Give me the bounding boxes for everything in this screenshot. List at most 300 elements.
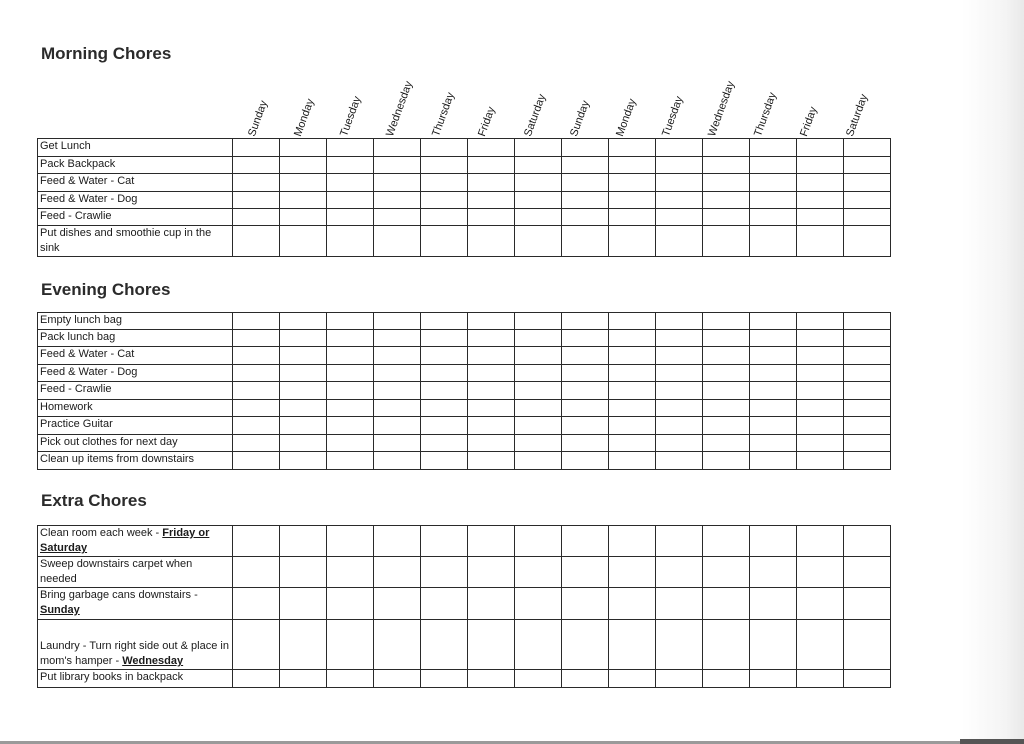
checkbox-cell[interactable]: [562, 557, 609, 588]
checkbox-cell[interactable]: [421, 209, 468, 226]
checkbox-cell[interactable]: [750, 365, 797, 382]
checkbox-cell[interactable]: [468, 347, 515, 365]
checkbox-cell[interactable]: [656, 330, 703, 347]
checkbox-cell[interactable]: [562, 330, 609, 347]
checkbox-cell[interactable]: [797, 435, 844, 452]
checkbox-cell[interactable]: [797, 417, 844, 435]
chore-text: Feed - Crawlie: [40, 383, 112, 395]
checkbox-cell[interactable]: [844, 347, 891, 365]
checkbox-cell[interactable]: [421, 435, 468, 452]
checkbox-cell[interactable]: [562, 670, 609, 688]
checkbox-cell[interactable]: [656, 174, 703, 192]
checkbox-cell[interactable]: [844, 452, 891, 470]
checkbox-cell[interactable]: [374, 620, 421, 670]
checkbox-cell[interactable]: [327, 620, 374, 670]
checkbox-cell[interactable]: [327, 209, 374, 226]
checkbox-cell[interactable]: [609, 226, 656, 257]
checkbox-cell[interactable]: [515, 435, 562, 452]
checkbox-cell[interactable]: [374, 330, 421, 347]
checkbox-cell[interactable]: [562, 192, 609, 209]
checkbox-cell[interactable]: [750, 174, 797, 192]
checkbox-cell[interactable]: [797, 209, 844, 226]
checkbox-cell[interactable]: [327, 330, 374, 347]
checkbox-cell[interactable]: [374, 313, 421, 330]
morning-chores-table: [37, 138, 891, 257]
checkbox-cell[interactable]: [797, 400, 844, 417]
checkbox-cell[interactable]: [609, 330, 656, 347]
checkbox-cell[interactable]: [750, 157, 797, 174]
checkbox-cell[interactable]: [374, 557, 421, 588]
checkbox-cell[interactable]: [374, 157, 421, 174]
checkbox-cell[interactable]: [280, 526, 327, 557]
checkbox-cell[interactable]: [703, 557, 750, 588]
checkbox-cell[interactable]: [844, 174, 891, 192]
checkbox-cell[interactable]: [233, 557, 280, 588]
checkbox-cell[interactable]: [797, 192, 844, 209]
checkbox-cell[interactable]: [562, 365, 609, 382]
checkbox-cell[interactable]: [703, 620, 750, 670]
checkbox-cell[interactable]: [844, 157, 891, 174]
checkbox-cell[interactable]: [562, 139, 609, 157]
checkbox-cell[interactable]: [468, 526, 515, 557]
extra-chores-title: Extra Chores: [41, 491, 147, 510]
checkbox-cell[interactable]: [609, 139, 656, 157]
checkbox-cell[interactable]: [233, 192, 280, 209]
checkbox-cell[interactable]: [280, 400, 327, 417]
checkbox-cell[interactable]: [327, 157, 374, 174]
checkbox-cell[interactable]: [797, 382, 844, 400]
checkbox-cell[interactable]: [703, 347, 750, 365]
day-header: Wednesday: [384, 79, 416, 139]
checkbox-cell[interactable]: [656, 526, 703, 557]
checkbox-cell[interactable]: [233, 435, 280, 452]
checkbox-cell[interactable]: [609, 588, 656, 620]
checkbox-cell[interactable]: [750, 557, 797, 588]
checkbox-cell[interactable]: [656, 435, 703, 452]
chore-row: [38, 526, 891, 557]
checkbox-cell[interactable]: [468, 174, 515, 192]
chore-row: [38, 417, 891, 435]
checkbox-cell[interactable]: [374, 382, 421, 400]
checkbox-cell[interactable]: [280, 330, 327, 347]
checkbox-cell[interactable]: [233, 670, 280, 688]
checkbox-cell[interactable]: [703, 209, 750, 226]
day-header: Sunday: [246, 98, 271, 139]
checkbox-cell[interactable]: [468, 226, 515, 257]
checkbox-cell[interactable]: [468, 365, 515, 382]
checkbox-cell[interactable]: [421, 330, 468, 347]
checkbox-cell[interactable]: [327, 417, 374, 435]
checkbox-cell[interactable]: [421, 157, 468, 174]
checkbox-cell[interactable]: [656, 139, 703, 157]
checkbox-cell[interactable]: [656, 365, 703, 382]
checkbox-cell[interactable]: [515, 588, 562, 620]
checkbox-cell[interactable]: [656, 347, 703, 365]
checkbox-cell[interactable]: [656, 157, 703, 174]
checkbox-cell[interactable]: [374, 347, 421, 365]
checkbox-cell[interactable]: [515, 330, 562, 347]
checkbox-cell[interactable]: [374, 400, 421, 417]
checkbox-cell[interactable]: [468, 557, 515, 588]
checkbox-cell[interactable]: [797, 139, 844, 157]
checkbox-cell[interactable]: [703, 526, 750, 557]
checkbox-cell[interactable]: [703, 192, 750, 209]
checkbox-cell[interactable]: [327, 382, 374, 400]
checkbox-cell[interactable]: [280, 557, 327, 588]
checkbox-cell[interactable]: [421, 174, 468, 192]
checkbox-cell[interactable]: [609, 365, 656, 382]
checkbox-cell[interactable]: [609, 452, 656, 470]
checkbox-cell[interactable]: [844, 417, 891, 435]
checkbox-cell[interactable]: [280, 174, 327, 192]
checkbox-cell[interactable]: [750, 588, 797, 620]
checkbox-cell[interactable]: [280, 226, 327, 257]
checkbox-cell[interactable]: [844, 365, 891, 382]
evening-chores-title: Evening Chores: [41, 280, 171, 299]
checkbox-cell[interactable]: [844, 620, 891, 670]
checkbox-cell[interactable]: [609, 192, 656, 209]
checkbox-cell[interactable]: [468, 452, 515, 470]
checkbox-cell[interactable]: [609, 313, 656, 330]
checkbox-cell[interactable]: [844, 139, 891, 157]
checkbox-cell[interactable]: [656, 417, 703, 435]
checkbox-cell[interactable]: [844, 382, 891, 400]
checkbox-cell[interactable]: [656, 670, 703, 688]
checkbox-cell[interactable]: [609, 620, 656, 670]
checkbox-cell[interactable]: [374, 670, 421, 688]
checkbox-cell[interactable]: [797, 588, 844, 620]
checkbox-cell[interactable]: [562, 347, 609, 365]
checkbox-cell[interactable]: [233, 526, 280, 557]
checkbox-cell[interactable]: [750, 209, 797, 226]
chore-text: Put library books in backpack: [40, 671, 184, 683]
checkbox-cell[interactable]: [797, 313, 844, 330]
checkbox-cell[interactable]: [374, 226, 421, 257]
checkbox-cell[interactable]: [421, 452, 468, 470]
checkbox-cell[interactable]: [327, 400, 374, 417]
checkbox-cell[interactable]: [327, 174, 374, 192]
checkbox-cell[interactable]: [468, 670, 515, 688]
checkbox-cell[interactable]: [280, 382, 327, 400]
checkbox-cell[interactable]: [844, 400, 891, 417]
checkbox-cell[interactable]: [750, 330, 797, 347]
checkbox-cell[interactable]: [327, 670, 374, 688]
checkbox-cell[interactable]: [703, 330, 750, 347]
checkbox-cell[interactable]: [280, 435, 327, 452]
chore-label: [38, 620, 233, 670]
checkbox-cell[interactable]: [421, 365, 468, 382]
checkbox-cell[interactable]: [515, 620, 562, 670]
checkbox-cell[interactable]: [421, 557, 468, 588]
checkbox-cell[interactable]: [327, 588, 374, 620]
checkbox-cell[interactable]: [233, 588, 280, 620]
checkbox-cell[interactable]: [327, 435, 374, 452]
checkbox-cell[interactable]: [797, 347, 844, 365]
checkbox-cell[interactable]: [421, 347, 468, 365]
checkbox-cell[interactable]: [703, 435, 750, 452]
checkbox-cell[interactable]: [327, 192, 374, 209]
checkbox-cell[interactable]: [374, 435, 421, 452]
checkbox-cell[interactable]: [327, 226, 374, 257]
checkbox-cell[interactable]: [609, 435, 656, 452]
checkbox-cell[interactable]: [280, 209, 327, 226]
checkbox-cell[interactable]: [797, 452, 844, 470]
checkbox-cell[interactable]: [233, 452, 280, 470]
checkbox-cell[interactable]: [562, 382, 609, 400]
checkbox-cell[interactable]: [656, 226, 703, 257]
checkbox-cell[interactable]: [609, 670, 656, 688]
checkbox-cell[interactable]: [374, 588, 421, 620]
checkbox-cell[interactable]: [562, 435, 609, 452]
checkbox-cell[interactable]: [656, 452, 703, 470]
checkbox-cell[interactable]: [468, 382, 515, 400]
checkbox-cell[interactable]: [750, 417, 797, 435]
checkbox-cell[interactable]: [233, 139, 280, 157]
checkbox-cell[interactable]: [797, 365, 844, 382]
checkbox-cell[interactable]: [656, 620, 703, 670]
checkbox-cell[interactable]: [562, 526, 609, 557]
checkbox-cell[interactable]: [609, 400, 656, 417]
checkbox-cell[interactable]: [515, 365, 562, 382]
checkbox-cell[interactable]: [844, 526, 891, 557]
checkbox-cell[interactable]: [609, 417, 656, 435]
checkbox-cell[interactable]: [233, 347, 280, 365]
checkbox-cell[interactable]: [515, 400, 562, 417]
checkbox-cell[interactable]: [562, 209, 609, 226]
checkbox-cell[interactable]: [515, 157, 562, 174]
chore-row: [38, 330, 891, 347]
checkbox-cell[interactable]: [515, 382, 562, 400]
checkbox-cell[interactable]: [468, 417, 515, 435]
checkbox-cell[interactable]: [374, 192, 421, 209]
checkbox-cell[interactable]: [280, 313, 327, 330]
checkbox-cell[interactable]: [280, 157, 327, 174]
checkbox-cell[interactable]: [703, 400, 750, 417]
checkbox-cell[interactable]: [468, 620, 515, 670]
checkbox-cell[interactable]: [280, 588, 327, 620]
checkbox-cell[interactable]: [468, 139, 515, 157]
checkbox-cell[interactable]: [280, 452, 327, 470]
chore-text: Pick out clothes for next day: [40, 436, 178, 448]
checkbox-cell[interactable]: [421, 417, 468, 435]
checkbox-cell[interactable]: [797, 620, 844, 670]
checkbox-cell[interactable]: [797, 226, 844, 257]
checkbox-cell[interactable]: [515, 670, 562, 688]
checkbox-cell[interactable]: [515, 192, 562, 209]
chore-text: Pack lunch bag: [40, 331, 116, 343]
checkbox-cell[interactable]: [750, 382, 797, 400]
checkbox-cell[interactable]: [703, 452, 750, 470]
chore-label: [38, 139, 233, 157]
checkbox-cell[interactable]: [703, 157, 750, 174]
checkbox-cell[interactable]: [421, 382, 468, 400]
checkbox-cell[interactable]: [656, 588, 703, 620]
checkbox-cell[interactable]: [468, 330, 515, 347]
checkbox-cell[interactable]: [750, 347, 797, 365]
checkbox-cell[interactable]: [421, 226, 468, 257]
checkbox-cell[interactable]: [609, 382, 656, 400]
checkbox-cell[interactable]: [703, 174, 750, 192]
checkbox-cell[interactable]: [797, 526, 844, 557]
extra-chores-table: [37, 525, 891, 688]
checkbox-cell[interactable]: [233, 417, 280, 435]
day-header: Saturday: [522, 92, 549, 139]
checkbox-cell[interactable]: [280, 620, 327, 670]
checkbox-cell[interactable]: [609, 526, 656, 557]
checkbox-cell[interactable]: [327, 557, 374, 588]
checkbox-cell[interactable]: [703, 139, 750, 157]
checkbox-cell[interactable]: [750, 400, 797, 417]
checkbox-cell[interactable]: [374, 139, 421, 157]
chore-text: Clean room each week -: [40, 527, 163, 539]
checkbox-cell[interactable]: [609, 347, 656, 365]
checkbox-cell[interactable]: [656, 192, 703, 209]
checkbox-cell[interactable]: [656, 400, 703, 417]
checkbox-cell[interactable]: [421, 526, 468, 557]
checkbox-cell[interactable]: [280, 192, 327, 209]
checkbox-cell[interactable]: [797, 670, 844, 688]
checkbox-cell[interactable]: [703, 313, 750, 330]
checkbox-cell[interactable]: [421, 670, 468, 688]
checkbox-cell[interactable]: [844, 670, 891, 688]
checkbox-cell[interactable]: [750, 526, 797, 557]
checkbox-cell[interactable]: [562, 620, 609, 670]
checkbox-cell[interactable]: [374, 174, 421, 192]
checkbox-cell[interactable]: [233, 620, 280, 670]
checkbox-cell[interactable]: [468, 435, 515, 452]
checkbox-cell[interactable]: [703, 670, 750, 688]
checkbox-cell[interactable]: [750, 620, 797, 670]
checkbox-cell[interactable]: [515, 452, 562, 470]
checkbox-cell[interactable]: [844, 435, 891, 452]
checkbox-cell[interactable]: [233, 209, 280, 226]
checkbox-cell[interactable]: [515, 557, 562, 588]
checkbox-cell[interactable]: [468, 588, 515, 620]
checkbox-cell[interactable]: [421, 192, 468, 209]
checkbox-cell[interactable]: [280, 139, 327, 157]
checkbox-cell[interactable]: [468, 192, 515, 209]
checkbox-cell[interactable]: [327, 452, 374, 470]
checkbox-cell[interactable]: [515, 526, 562, 557]
checkbox-cell[interactable]: [609, 174, 656, 192]
checkbox-cell[interactable]: [515, 139, 562, 157]
checkbox-cell[interactable]: [468, 209, 515, 226]
checkbox-cell[interactable]: [374, 209, 421, 226]
checkbox-cell[interactable]: [327, 365, 374, 382]
checkbox-cell[interactable]: [562, 417, 609, 435]
checkbox-cell[interactable]: [327, 526, 374, 557]
checkbox-cell[interactable]: [844, 192, 891, 209]
checkbox-cell[interactable]: [609, 209, 656, 226]
checkbox-cell[interactable]: [656, 557, 703, 588]
checkbox-cell[interactable]: [656, 209, 703, 226]
checkbox-cell[interactable]: [797, 174, 844, 192]
checkbox-cell[interactable]: [233, 330, 280, 347]
checkbox-cell[interactable]: [515, 209, 562, 226]
checkbox-cell[interactable]: [421, 313, 468, 330]
checkbox-cell[interactable]: [844, 557, 891, 588]
checkbox-cell[interactable]: [468, 157, 515, 174]
checkbox-cell[interactable]: [844, 226, 891, 257]
day-header: Saturday: [844, 92, 871, 139]
checkbox-cell[interactable]: [656, 313, 703, 330]
checkbox-cell[interactable]: [750, 435, 797, 452]
checkbox-cell[interactable]: [562, 157, 609, 174]
checkbox-cell[interactable]: [233, 400, 280, 417]
checkbox-cell[interactable]: [703, 365, 750, 382]
checkbox-cell[interactable]: [844, 588, 891, 620]
checkbox-cell[interactable]: [233, 313, 280, 330]
checkbox-cell[interactable]: [327, 139, 374, 157]
checkbox-cell[interactable]: [562, 588, 609, 620]
checkbox-cell[interactable]: [327, 347, 374, 365]
checkbox-cell[interactable]: [562, 400, 609, 417]
checkbox-cell[interactable]: [703, 226, 750, 257]
checkbox-cell[interactable]: [656, 382, 703, 400]
checkbox-cell[interactable]: [374, 417, 421, 435]
checkbox-cell[interactable]: [515, 313, 562, 330]
checkbox-cell[interactable]: [750, 313, 797, 330]
checkbox-cell[interactable]: [421, 400, 468, 417]
checkbox-cell[interactable]: [421, 139, 468, 157]
checkbox-cell[interactable]: [797, 157, 844, 174]
checkbox-cell[interactable]: [703, 382, 750, 400]
checkbox-cell[interactable]: [233, 157, 280, 174]
checkbox-cell[interactable]: [750, 139, 797, 157]
checkbox-cell[interactable]: [280, 417, 327, 435]
checkbox-cell[interactable]: [421, 588, 468, 620]
chore-due-day: Wednesday: [122, 655, 184, 667]
checkbox-cell[interactable]: [515, 174, 562, 192]
checkbox-cell[interactable]: [750, 226, 797, 257]
checkbox-cell[interactable]: [750, 452, 797, 470]
checkbox-cell[interactable]: [280, 347, 327, 365]
checkbox-cell[interactable]: [844, 313, 891, 330]
checkbox-cell[interactable]: [468, 313, 515, 330]
checkbox-cell[interactable]: [750, 670, 797, 688]
checkbox-cell[interactable]: [280, 670, 327, 688]
checkbox-cell[interactable]: [562, 226, 609, 257]
checkbox-cell[interactable]: [609, 157, 656, 174]
checkbox-cell[interactable]: [374, 365, 421, 382]
checkbox-cell[interactable]: [327, 313, 374, 330]
checkbox-cell[interactable]: [421, 620, 468, 670]
checkbox-cell[interactable]: [750, 192, 797, 209]
day-header: Friday: [798, 105, 820, 139]
checkbox-cell[interactable]: [233, 226, 280, 257]
checkbox-cell[interactable]: [844, 330, 891, 347]
checkbox-cell[interactable]: [562, 174, 609, 192]
checkbox-cell[interactable]: [562, 452, 609, 470]
checkbox-cell[interactable]: [515, 417, 562, 435]
checkbox-cell[interactable]: [844, 209, 891, 226]
checkbox-cell[interactable]: [468, 400, 515, 417]
checkbox-cell[interactable]: [515, 226, 562, 257]
checkbox-cell[interactable]: [797, 330, 844, 347]
checkbox-cell[interactable]: [797, 557, 844, 588]
checkbox-cell[interactable]: [609, 557, 656, 588]
checkbox-cell[interactable]: [233, 174, 280, 192]
checkbox-cell[interactable]: [515, 347, 562, 365]
checkbox-cell[interactable]: [233, 382, 280, 400]
checkbox-cell[interactable]: [233, 365, 280, 382]
checkbox-cell[interactable]: [703, 417, 750, 435]
checkbox-cell[interactable]: [562, 313, 609, 330]
checkbox-cell[interactable]: [374, 452, 421, 470]
checkbox-cell[interactable]: [280, 365, 327, 382]
checkbox-cell[interactable]: [703, 588, 750, 620]
checkbox-cell[interactable]: [374, 526, 421, 557]
